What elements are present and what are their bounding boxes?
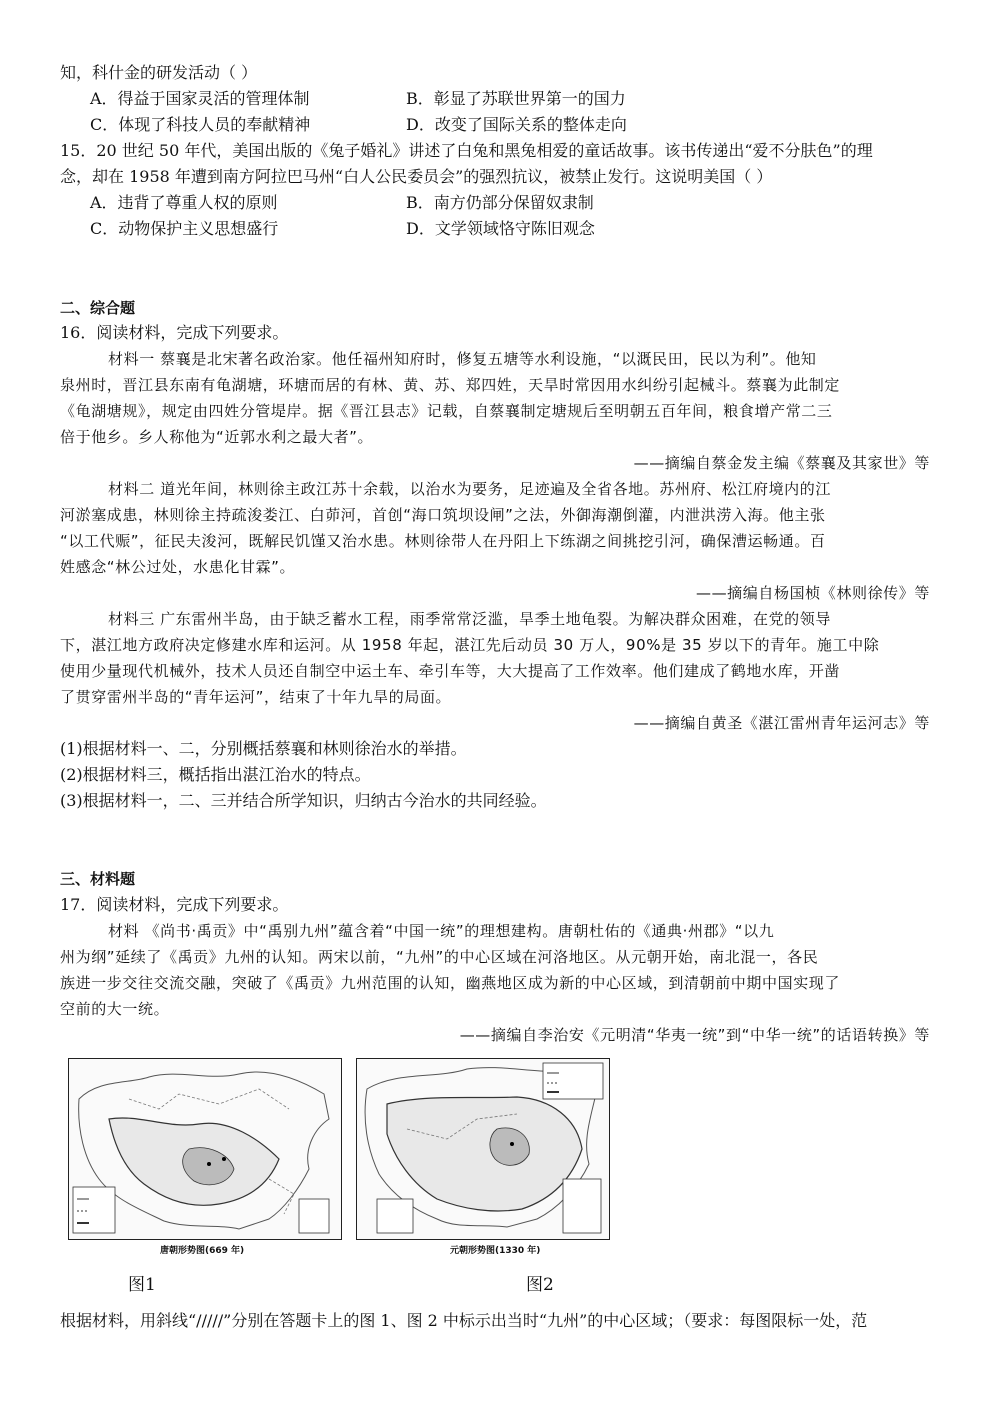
q17-material-line: 族进一步交往交流交融，突破了《禹贡》九州范围的认知，幽燕地区成为新的中心区域，到清朝前中期中国实现了 bbox=[60, 974, 841, 992]
material1-line: 倍于他乡。乡人称他为“近郭水利之最大者”。 bbox=[60, 428, 374, 446]
q14-option-d[interactable]: D．改变了国际关系的整体走向 bbox=[406, 115, 627, 134]
tang-map-drawing bbox=[69, 1059, 341, 1239]
q15-stem-line1: 15．20 世纪 50 年代，美国出版的《兔子婚礼》讲述了白兔和黑兔相爱的童话故事。该书传递出“爱不分肤色”的理 bbox=[60, 141, 873, 160]
q15-option-b[interactable]: B．南方仍部分保留奴隶制 bbox=[406, 193, 594, 212]
material1-line: 材料一 蔡襄是北宋著名政治家。他任福州知府时，修复五塘等水利设施，“以溉民田，民以为利”。他知 bbox=[108, 350, 817, 368]
q14-option-b[interactable]: B．彰显了苏联世界第一的国力 bbox=[406, 89, 626, 108]
q16-subquestion-1: (1)根据材料一、二，分别概括蔡襄和林则徐治水的举措。 bbox=[60, 739, 467, 758]
q14-stem-tail: 知，科什金的研发活动（ ） bbox=[60, 63, 258, 82]
material3-line: 使用少量现代机械外，技术人员还自制空中运土车、牵引车等，大大提高了工作效率。他们建成了鹤地水库，开凿 bbox=[60, 662, 841, 680]
figure-2-label: 图2 bbox=[526, 1275, 554, 1295]
q15-option-d[interactable]: D．文学领域恪守陈旧观念 bbox=[406, 219, 595, 238]
yuan-map-caption: 元朝形势图(1330 年) bbox=[450, 1246, 541, 1256]
material3-line: 材料三 广东雷州半岛，由于缺乏蓄水工程，雨季常常泛滥，旱季土地龟裂。为解决群众困难，在党的领导 bbox=[108, 610, 831, 628]
q17-material-line: 空前的大一统。 bbox=[60, 1000, 170, 1018]
yuan-map-drawing bbox=[357, 1059, 609, 1239]
q17-intro: 17．阅读材料，完成下列要求。 bbox=[60, 895, 289, 914]
material2-line: 河淤塞成患，林则徐主持疏浚娄江、白茆河，首创“海口筑坝设闸”之法，外御海潮倒灌，内泄洪涝入海。他主张 bbox=[60, 506, 826, 524]
q15-stem-line2: 念，却在 1958 年遭到南方阿拉巴马州“白人公民委员会”的强烈抗议，被禁止发行。这说明美国（ ） bbox=[60, 167, 773, 186]
material2-line: “以工代赈”，征民夫浚河，既解民饥馑又治水患。林则徐带人在丹阳上下练湖之间挑挖引河，确保漕运畅通。百 bbox=[60, 532, 826, 550]
tang-dynasty-map[interactable] bbox=[68, 1058, 342, 1240]
material3-source: ——摘编自黄圣《湛江雷州青年运河志》等 bbox=[633, 714, 930, 732]
q16-subquestion-3: (3)根据材料一，二、三并结合所学知识，归纳古今治水的共同经验。 bbox=[60, 791, 547, 810]
q15-option-c[interactable]: C．动物保护主义思想盛行 bbox=[90, 219, 279, 238]
q17-material-source: ——摘编自李治安《元明清“华夷一统”到“中华一统”的话语转换》等 bbox=[459, 1026, 930, 1044]
section2-title: 二、综合题 bbox=[60, 299, 136, 317]
material1-source: ——摘编自蔡金发主编《蔡襄及其家世》等 bbox=[633, 454, 930, 472]
tang-map-caption: 唐朝形势图(669 年) bbox=[160, 1246, 245, 1256]
material1-line: 《龟湖塘规》，规定由四姓分管堤岸。据《晋江县志》记载，自蔡襄制定塘规后至明朝五百年间，粮食增产常二三 bbox=[60, 402, 833, 420]
q17-instruction: 根据材料，用斜线“/////”分别在答题卡上的图 1、图 2 中标示出当时“九州”的中心区域；（要求：每图限标一处，范 bbox=[60, 1311, 868, 1330]
q17-material-line: 州为纲”延续了《禹贡》九州的认知。两宋以前，“九州”的中心区域在河洛地区。从元朝开始，南北混一，各民 bbox=[60, 948, 819, 966]
q16-intro: 16．阅读材料，完成下列要求。 bbox=[60, 323, 289, 342]
material2-source: ——摘编自杨国桢《林则徐传》等 bbox=[695, 584, 930, 602]
q14-option-c[interactable]: C．体现了科技人员的奉献精神 bbox=[90, 115, 311, 134]
material1-line: 泉州时，晋江县东南有龟湖塘，环塘而居的有林、黄、苏、郑四姓，天旱时常因用水纠纷引起械斗。蔡襄为此制定 bbox=[60, 376, 841, 394]
q17-material-line: 材料 《尚书·禹贡》中“禹别九州”蕴含着“中国一统”的理想建构。唐朝杜佑的《通典·州郡》“以九 bbox=[108, 922, 775, 940]
material2-line: 姓感念“林公过处，水患化甘霖”。 bbox=[60, 558, 296, 576]
q16-subquestion-2: (2)根据材料三，概括指出湛江治水的特点。 bbox=[60, 765, 371, 784]
yuan-dynasty-map[interactable] bbox=[356, 1058, 610, 1240]
q14-option-a[interactable]: A．得益于国家灵活的管理体制 bbox=[90, 89, 310, 108]
material3-line: 下，湛江地方政府决定修建水库和运河。从 1958 年起，湛江先后动员 30 万人，90%是 35 岁以下的青年。施工中除 bbox=[60, 636, 880, 654]
figure-1-label: 图1 bbox=[128, 1275, 156, 1295]
section3-title: 三、材料题 bbox=[60, 870, 136, 888]
material2-line: 材料二 道光年间，林则徐主政江苏十余载，以治水为要务，足迹遍及全省各地。苏州府、松江府境内的江 bbox=[108, 480, 831, 498]
material3-line: 了贯穿雷州半岛的“青年运河”，结束了十年九旱的局面。 bbox=[60, 688, 452, 706]
q15-option-a[interactable]: A．违背了尊重人权的原则 bbox=[90, 193, 278, 212]
